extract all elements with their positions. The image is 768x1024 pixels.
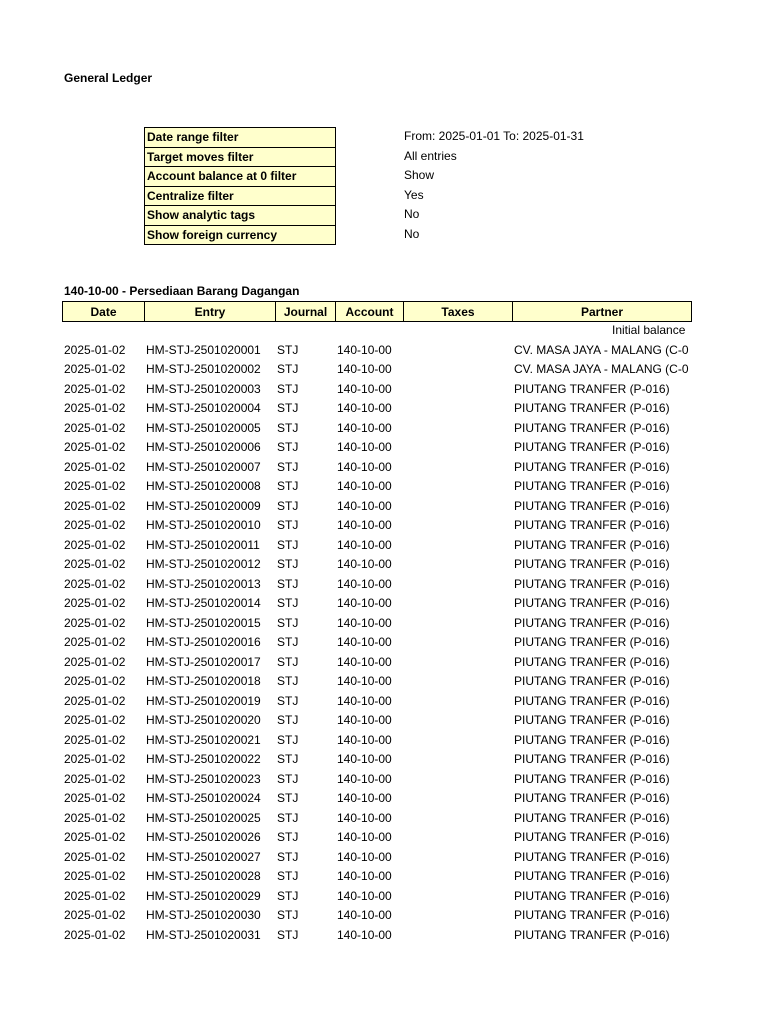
entry-ref: HM-STJ-2501020018: [146, 674, 261, 688]
entry-partner: PIUTANG TRANFER (P-016): [514, 420, 670, 435]
entry-date: 2025-01-02: [64, 401, 126, 415]
table-row: [0, 399, 768, 419]
ledger-header: [62, 301, 692, 322]
table-row: [0, 711, 768, 731]
entry-account: 140-10-00: [337, 420, 392, 435]
entry-date: 2025-01-02: [64, 830, 126, 844]
entry-partner: PIUTANG TRANFER (P-016): [514, 713, 670, 727]
entry-account: 140-10-00: [337, 576, 392, 591]
entry-date: 2025-01-02: [64, 479, 126, 493]
filter-value-target-moves: All entries: [404, 148, 457, 163]
entry-account: 140-10-00: [337, 869, 392, 883]
table-row: [0, 926, 768, 946]
entry-journal: STJ: [277, 810, 299, 825]
entry-account: 140-10-00: [337, 927, 392, 942]
entry-journal: STJ: [277, 693, 299, 708]
column-header-date: Date: [63, 302, 145, 322]
entry-date: 2025-01-02: [64, 674, 126, 688]
column-header-partner: Partner: [513, 302, 692, 322]
filter-label-table: [144, 127, 336, 245]
entry-account: 140-10-00: [337, 693, 392, 708]
entry-partner: PIUTANG TRANFER (P-016): [514, 596, 670, 610]
entry-partner: PIUTANG TRANFER (P-016): [514, 518, 670, 532]
table-row: [0, 477, 768, 497]
table-row: [0, 731, 768, 751]
entry-account: 140-10-00: [337, 459, 392, 474]
entry-journal: STJ: [277, 635, 299, 649]
entry-date: 2025-01-02: [64, 713, 126, 727]
entry-account: 140-10-00: [337, 342, 392, 357]
table-row: [0, 828, 768, 848]
entry-ref: HM-STJ-2501020002: [146, 362, 261, 376]
entry-account: 140-10-00: [337, 518, 392, 532]
entry-partner: PIUTANG TRANFER (P-016): [514, 615, 670, 630]
entry-date: 2025-01-02: [64, 576, 126, 591]
entry-account: 140-10-00: [337, 596, 392, 610]
entry-account: 140-10-00: [337, 615, 392, 630]
entry-partner: PIUTANG TRANFER (P-016): [514, 732, 670, 747]
entry-journal: STJ: [277, 537, 299, 552]
filter-label-target-moves: Target moves filter: [145, 147, 336, 167]
entry-partner: PIUTANG TRANFER (P-016): [514, 693, 670, 708]
entry-partner: PIUTANG TRANFER (P-016): [514, 830, 670, 844]
table-row: [0, 867, 768, 887]
table-row: [0, 633, 768, 653]
table-row: [0, 809, 768, 829]
entry-ref: HM-STJ-2501020009: [146, 498, 261, 513]
entry-date: 2025-01-02: [64, 342, 126, 357]
entry-partner: PIUTANG TRANFER (P-016): [514, 557, 670, 571]
entry-date: 2025-01-02: [64, 791, 126, 805]
entry-date: 2025-01-02: [64, 654, 126, 669]
entry-account: 140-10-00: [337, 654, 392, 669]
entry-ref: HM-STJ-2501020016: [146, 635, 261, 649]
entry-date: 2025-01-02: [64, 908, 126, 922]
table-row: [0, 672, 768, 692]
entry-date: 2025-01-02: [64, 459, 126, 474]
entry-ref: HM-STJ-2501020001: [146, 342, 261, 357]
entry-partner: PIUTANG TRANFER (P-016): [514, 440, 670, 454]
entry-account: 140-10-00: [337, 401, 392, 415]
entry-partner: PIUTANG TRANFER (P-016): [514, 674, 670, 688]
entry-date: 2025-01-02: [64, 732, 126, 747]
entry-account: 140-10-00: [337, 381, 392, 396]
entry-partner: CV. MASA JAYA - MALANG (C-0: [514, 362, 689, 376]
entry-ref: HM-STJ-2501020014: [146, 596, 261, 610]
entry-journal: STJ: [277, 927, 299, 942]
entry-journal: STJ: [277, 459, 299, 474]
entry-ref: HM-STJ-2501020006: [146, 440, 261, 454]
entry-ref: HM-STJ-2501020012: [146, 557, 261, 571]
entry-account: 140-10-00: [337, 771, 392, 786]
entry-account: 140-10-00: [337, 752, 392, 766]
entry-journal: STJ: [277, 498, 299, 513]
entry-journal: STJ: [277, 401, 299, 415]
entry-date: 2025-01-02: [64, 752, 126, 766]
table-row: [0, 789, 768, 809]
entry-partner: PIUTANG TRANFER (P-016): [514, 888, 670, 903]
table-row: [0, 536, 768, 556]
table-row: [0, 594, 768, 614]
entry-ref: HM-STJ-2501020024: [146, 791, 261, 805]
entry-journal: STJ: [277, 830, 299, 844]
table-row: [0, 380, 768, 400]
entry-account: 140-10-00: [337, 537, 392, 552]
entry-journal: STJ: [277, 849, 299, 864]
entry-ref: HM-STJ-2501020028: [146, 869, 261, 883]
entry-partner: PIUTANG TRANFER (P-016): [514, 576, 670, 591]
column-header-account: Account: [336, 302, 404, 322]
entry-date: 2025-01-02: [64, 537, 126, 552]
entry-ref: HM-STJ-2501020010: [146, 518, 261, 532]
table-row: [0, 360, 768, 380]
entry-journal: STJ: [277, 752, 299, 766]
filter-value-date-range: From: 2025-01-01 To: 2025-01-31: [404, 129, 584, 143]
entry-ref: HM-STJ-2501020004: [146, 401, 261, 415]
filter-value-foreign-currency: No: [404, 226, 420, 241]
entry-ref: HM-STJ-2501020005: [146, 420, 261, 435]
entry-account: 140-10-00: [337, 732, 392, 747]
entry-ref: HM-STJ-2501020022: [146, 752, 261, 766]
entry-ref: HM-STJ-2501020021: [146, 732, 261, 747]
entry-ref: HM-STJ-2501020031: [146, 927, 261, 942]
entry-partner: PIUTANG TRANFER (P-016): [514, 401, 670, 415]
column-header-taxes: Taxes: [404, 302, 513, 322]
entry-partner: PIUTANG TRANFER (P-016): [514, 927, 670, 942]
filter-label-foreign-currency: Show foreign currency: [145, 225, 336, 245]
entry-date: 2025-01-02: [64, 849, 126, 864]
table-row: [0, 906, 768, 926]
entry-date: 2025-01-02: [64, 440, 126, 454]
entry-date: 2025-01-02: [64, 810, 126, 825]
table-row: [0, 575, 768, 595]
page-title: General Ledger: [64, 71, 153, 85]
filter-label-date-range: Date range filter: [145, 128, 336, 148]
entry-ref: HM-STJ-2501020007: [146, 459, 261, 474]
entry-ref: HM-STJ-2501020019: [146, 693, 261, 708]
entry-account: 140-10-00: [337, 713, 392, 727]
entry-partner: PIUTANG TRANFER (P-016): [514, 459, 670, 474]
entry-date: 2025-01-02: [64, 888, 126, 903]
entry-account: 140-10-00: [337, 830, 392, 844]
entry-date: 2025-01-02: [64, 693, 126, 708]
ledger-rows: [0, 341, 768, 946]
entry-partner: PIUTANG TRANFER (P-016): [514, 537, 670, 552]
entry-partner: CV. MASA JAYA - MALANG (C-0: [514, 342, 689, 357]
entry-partner: PIUTANG TRANFER (P-016): [514, 381, 670, 396]
entry-ref: HM-STJ-2501020029: [146, 888, 261, 903]
entry-ref: HM-STJ-2501020008: [146, 479, 261, 493]
table-row: [0, 516, 768, 536]
entry-ref: HM-STJ-2501020015: [146, 615, 261, 630]
table-row: [0, 438, 768, 458]
entry-date: 2025-01-02: [64, 869, 126, 883]
entry-partner: PIUTANG TRANFER (P-016): [514, 908, 670, 922]
filter-values: [404, 127, 584, 244]
entry-account: 140-10-00: [337, 479, 392, 493]
entry-journal: STJ: [277, 771, 299, 786]
entry-date: 2025-01-02: [64, 381, 126, 396]
entry-partner: PIUTANG TRANFER (P-016): [514, 810, 670, 825]
entry-journal: STJ: [277, 615, 299, 630]
entry-partner: PIUTANG TRANFER (P-016): [514, 849, 670, 864]
column-header-journal: Journal: [276, 302, 336, 322]
entry-account: 140-10-00: [337, 362, 392, 376]
entry-ref: HM-STJ-2501020030: [146, 908, 261, 922]
entry-journal: STJ: [277, 888, 299, 903]
table-row: [0, 497, 768, 517]
entry-ref: HM-STJ-2501020017: [146, 654, 261, 669]
entry-account: 140-10-00: [337, 810, 392, 825]
entry-date: 2025-01-02: [64, 615, 126, 630]
entry-account: 140-10-00: [337, 674, 392, 688]
entry-journal: STJ: [277, 381, 299, 396]
account-title: 140-10-00 - Persediaan Barang Dagangan: [64, 284, 300, 298]
entry-partner: PIUTANG TRANFER (P-016): [514, 791, 670, 805]
entry-partner: PIUTANG TRANFER (P-016): [514, 654, 670, 669]
entry-date: 2025-01-02: [64, 557, 126, 571]
entry-account: 140-10-00: [337, 888, 392, 903]
entry-ref: HM-STJ-2501020003: [146, 381, 261, 396]
table-row: [0, 614, 768, 634]
entry-ref: HM-STJ-2501020025: [146, 810, 261, 825]
column-header-entry: Entry: [145, 302, 276, 322]
entry-partner: PIUTANG TRANFER (P-016): [514, 869, 670, 883]
entry-date: 2025-01-02: [64, 498, 126, 513]
filter-label-centralize: Centralize filter: [145, 186, 336, 206]
entry-date: 2025-01-02: [64, 771, 126, 786]
entry-partner: PIUTANG TRANFER (P-016): [514, 479, 670, 493]
entry-partner: PIUTANG TRANFER (P-016): [514, 635, 670, 649]
table-row: [0, 458, 768, 478]
table-row: [0, 750, 768, 770]
entry-journal: STJ: [277, 869, 299, 883]
entry-date: 2025-01-02: [64, 518, 126, 532]
filter-label-account-balance: Account balance at 0 filter: [145, 167, 336, 187]
entry-journal: STJ: [277, 362, 299, 376]
table-row: [0, 692, 768, 712]
entry-ref: HM-STJ-2501020013: [146, 576, 261, 591]
entry-date: 2025-01-02: [64, 635, 126, 649]
entry-journal: STJ: [277, 518, 299, 532]
entry-journal: STJ: [277, 908, 299, 922]
entry-ref: HM-STJ-2501020011: [146, 537, 260, 552]
table-row: [0, 419, 768, 439]
entry-journal: STJ: [277, 342, 299, 357]
entry-account: 140-10-00: [337, 498, 392, 513]
table-row: [0, 555, 768, 575]
table-row: [0, 770, 768, 790]
entry-date: 2025-01-02: [64, 927, 126, 942]
entry-date: 2025-01-02: [64, 420, 126, 435]
entry-partner: PIUTANG TRANFER (P-016): [514, 498, 670, 513]
initial-balance-label: Initial balance: [612, 323, 686, 337]
entry-journal: STJ: [277, 732, 299, 747]
entry-journal: STJ: [277, 420, 299, 435]
entry-account: 140-10-00: [337, 791, 392, 805]
entry-journal: STJ: [277, 791, 299, 805]
entry-ref: HM-STJ-2501020027: [146, 849, 261, 864]
entry-date: 2025-01-02: [64, 596, 126, 610]
entry-journal: STJ: [277, 654, 299, 669]
table-row: [0, 848, 768, 868]
entry-partner: PIUTANG TRANFER (P-016): [514, 771, 670, 786]
entry-journal: STJ: [277, 557, 299, 571]
entry-account: 140-10-00: [337, 635, 392, 649]
table-row: [0, 653, 768, 673]
table-row: [0, 341, 768, 361]
entry-journal: STJ: [277, 713, 299, 727]
entry-journal: STJ: [277, 576, 299, 591]
entry-account: 140-10-00: [337, 557, 392, 571]
table-row: [0, 887, 768, 907]
entry-ref: HM-STJ-2501020026: [146, 830, 261, 844]
filter-value-account-balance: Show: [404, 168, 435, 182]
filter-label-analytic-tags: Show analytic tags: [145, 206, 336, 226]
filter-value-analytic-tags: No: [404, 207, 420, 221]
entry-ref: HM-STJ-2501020023: [146, 771, 261, 786]
filter-value-centralize: Yes: [404, 187, 424, 202]
entry-ref: HM-STJ-2501020020: [146, 713, 261, 727]
entry-journal: STJ: [277, 440, 299, 454]
entry-account: 140-10-00: [337, 849, 392, 864]
entry-journal: STJ: [277, 674, 299, 688]
entry-account: 140-10-00: [337, 440, 392, 454]
entry-journal: STJ: [277, 596, 299, 610]
entry-account: 140-10-00: [337, 908, 392, 922]
entry-date: 2025-01-02: [64, 362, 126, 376]
entry-journal: STJ: [277, 479, 299, 493]
entry-partner: PIUTANG TRANFER (P-016): [514, 752, 670, 766]
